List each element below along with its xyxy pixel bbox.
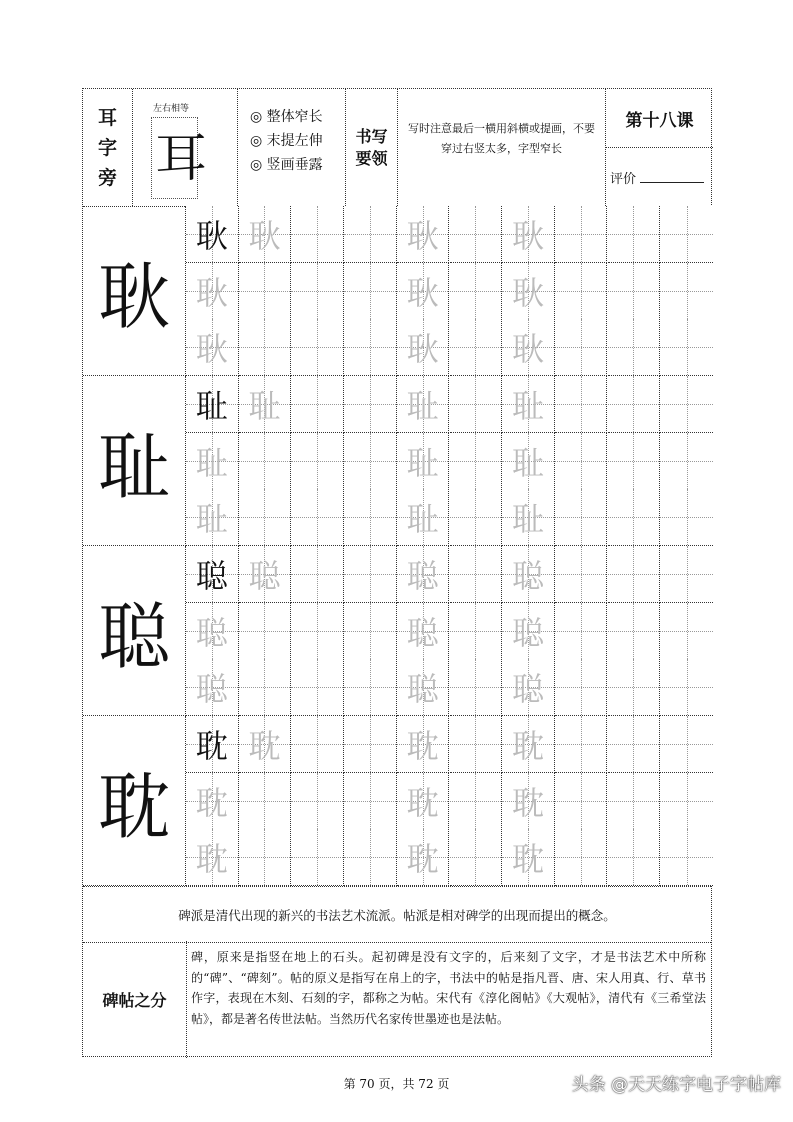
practice-cell[interactable]: [555, 829, 608, 886]
sample-character: 耽: [195, 727, 228, 765]
practice-cell[interactable]: [344, 433, 397, 490]
practice-cell[interactable]: [660, 659, 713, 716]
note-text: 碑派是清代出现的新兴的书法艺术流派。帖派是相对碑学的出现而提出的概念。: [83, 886, 711, 943]
trace-character: 聪: [511, 613, 544, 652]
trace-character: 耽: [195, 840, 228, 879]
practice-cell[interactable]: [502, 546, 555, 603]
lesson-title: 第十八课: [606, 89, 713, 148]
section-body: 碑，原来是指竖在地上的石头。起初碑是没有文字的，后来刻了文字，才是书法艺术中所称的“碑”、“碑刻”。帖的原义是指写在帛上的字，书法中的帖是指凡晋、唐、宋人用真、行、草书作字，表现在木刻、石刻的字，都称之为帖。宋代有《淳化阁帖》《大观帖》，清代有《三希堂法帖》，都是著名传世法帖。当然历代名家传世墨迹也是法帖。: [191, 950, 706, 1026]
practice-cell[interactable]: [450, 829, 503, 886]
practice-cell[interactable]: [502, 603, 555, 660]
practice-cell[interactable]: [397, 829, 450, 886]
practice-cell[interactable]: [608, 376, 661, 433]
practice-cell[interactable]: [291, 206, 344, 263]
practice-cell[interactable]: [397, 773, 450, 830]
practice-cell[interactable]: [186, 433, 239, 490]
info-section: [83, 941, 711, 1058]
tip: ◎ 整体窄长: [250, 109, 323, 125]
practice-cell[interactable]: [450, 716, 503, 773]
practice-cell[interactable]: [450, 773, 503, 830]
practice-cell[interactable]: [555, 263, 608, 320]
practice-cell[interactable]: [608, 773, 661, 830]
practice-cell[interactable]: [502, 263, 555, 320]
practice-cell[interactable]: [397, 489, 450, 546]
practice-cell[interactable]: [450, 263, 503, 320]
practice-cell[interactable]: [608, 829, 661, 886]
watermark: 头条 @天天练字电子字帖库: [571, 1075, 781, 1095]
practice-cell[interactable]: [450, 603, 503, 660]
practice-cell[interactable]: [555, 546, 608, 603]
practice-cell[interactable]: [502, 433, 555, 490]
practice-cell[interactable]: [239, 319, 292, 376]
trace-character: 聪: [511, 670, 544, 709]
practice-cell[interactable]: [397, 206, 450, 263]
practice-cell[interactable]: [344, 716, 397, 773]
model-character: 聪: [83, 546, 186, 716]
trace-character: 耿: [511, 330, 544, 369]
trace-character: 聪: [195, 670, 228, 709]
key-points-heading: [346, 89, 398, 206]
practice-cell[interactable]: [608, 546, 661, 603]
trace-character: 耻: [511, 500, 544, 539]
practice-cell[interactable]: [239, 603, 292, 660]
practice-cell[interactable]: [344, 603, 397, 660]
practice-cell[interactable]: [239, 489, 292, 546]
practice-cell[interactable]: [608, 319, 661, 376]
trace-character: 耽: [511, 840, 544, 879]
trace-character: 耽: [406, 727, 439, 765]
tip: ◎ 末提左伸: [250, 133, 323, 149]
practice-cell[interactable]: [608, 659, 661, 716]
trace-character: 耿: [195, 273, 228, 312]
practice-cell[interactable]: [660, 603, 713, 660]
practice-cell[interactable]: [291, 376, 344, 433]
practice-cell[interactable]: [450, 206, 503, 263]
practice-cell[interactable]: [291, 263, 344, 320]
trace-character: 聪: [406, 613, 439, 652]
trace-character: 耿: [511, 217, 544, 255]
practice-cell[interactable]: [555, 433, 608, 490]
practice-cell[interactable]: [660, 376, 713, 433]
section-heading: 碑帖之分: [83, 941, 187, 1058]
practice-cell[interactable]: [239, 829, 292, 886]
practice-cell[interactable]: [450, 489, 503, 546]
trace-character: 耻: [406, 387, 439, 425]
practice-cell[interactable]: [555, 206, 608, 263]
practice-cell[interactable]: [660, 829, 713, 886]
practice-cell[interactable]: [397, 319, 450, 376]
trace-character: 耽: [406, 840, 439, 879]
trace-character: 耿: [511, 273, 544, 312]
practice-cell[interactable]: [660, 263, 713, 320]
practice-cell[interactable]: [397, 603, 450, 660]
practice-cell[interactable]: [660, 546, 713, 603]
page-number: 第 70 页，共 72 页: [343, 1077, 450, 1091]
practice-cell[interactable]: [291, 319, 344, 376]
practice-cell[interactable]: [186, 489, 239, 546]
heading-line: 要领: [355, 148, 388, 168]
model-character: 耿: [83, 206, 186, 376]
practice-cell[interactable]: [397, 263, 450, 320]
practice-cell[interactable]: [502, 376, 555, 433]
practice-cell[interactable]: [397, 376, 450, 433]
practice-cell[interactable]: [344, 659, 397, 716]
trace-character: 耽: [248, 727, 281, 765]
practice-cell[interactable]: [291, 489, 344, 546]
practice-cell[interactable]: [555, 716, 608, 773]
practice-cell[interactable]: [502, 716, 555, 773]
practice-cell[interactable]: [186, 716, 239, 773]
practice-cell[interactable]: [502, 829, 555, 886]
practice-cell[interactable]: [608, 489, 661, 546]
practice-cell[interactable]: [555, 319, 608, 376]
sample-character: 耿: [195, 217, 228, 255]
practice-cell[interactable]: [239, 376, 292, 433]
practice-cell[interactable]: [186, 773, 239, 830]
practice-cell[interactable]: [291, 829, 344, 886]
trace-character: 耻: [406, 443, 439, 482]
practice-cell[interactable]: [608, 263, 661, 320]
practice-cell[interactable]: [450, 433, 503, 490]
radical-char: 旁: [97, 166, 117, 189]
practice-cell[interactable]: [397, 659, 450, 716]
practice-cell[interactable]: [239, 773, 292, 830]
trace-character: 聪: [248, 557, 281, 595]
trace-character: 耻: [248, 387, 281, 425]
trace-character: 耽: [195, 783, 228, 822]
practice-cell[interactable]: [186, 659, 239, 716]
practice-cell[interactable]: [502, 319, 555, 376]
practice-cell[interactable]: [186, 829, 239, 886]
trace-character: 耿: [406, 217, 439, 255]
trace-character: 聪: [195, 613, 228, 652]
tip: ◎ 竖画垂露: [250, 157, 323, 173]
practice-cell[interactable]: [186, 376, 239, 433]
practice-cell[interactable]: [660, 716, 713, 773]
practice-cell[interactable]: [660, 206, 713, 263]
practice-cell[interactable]: [291, 603, 344, 660]
practice-cell[interactable]: [502, 206, 555, 263]
model-character: 耽: [83, 716, 186, 886]
practice-cell[interactable]: [608, 716, 661, 773]
practice-cell[interactable]: [239, 546, 292, 603]
trace-character: 耿: [406, 273, 439, 312]
sample-character: 聪: [195, 557, 228, 595]
trace-character: 聪: [406, 670, 439, 709]
practice-cell[interactable]: [344, 206, 397, 263]
trace-character: 耿: [195, 330, 228, 369]
evaluation-label: 评价: [610, 172, 637, 187]
demo-label: 左右相等: [153, 104, 190, 114]
radical-char: 耳: [97, 106, 117, 129]
header-row: [83, 89, 711, 207]
trace-character: 耻: [406, 500, 439, 539]
trace-character: 耻: [511, 387, 544, 425]
radical-demo: [133, 89, 238, 206]
demo-char: 耳: [155, 129, 208, 189]
evaluation: [606, 148, 713, 187]
practice-cell[interactable]: [660, 773, 713, 830]
practice-cell[interactable]: [344, 376, 397, 433]
practice-cell[interactable]: [502, 773, 555, 830]
practice-cell[interactable]: [344, 489, 397, 546]
practice-cell[interactable]: [291, 716, 344, 773]
practice-cell[interactable]: [397, 546, 450, 603]
practice-cell[interactable]: [291, 773, 344, 830]
practice-cell[interactable]: [344, 773, 397, 830]
practice-cell[interactable]: [555, 489, 608, 546]
trace-character: 耽: [511, 783, 544, 822]
practice-cell[interactable]: [608, 433, 661, 490]
practice-cell[interactable]: [660, 433, 713, 490]
practice-cell[interactable]: [608, 603, 661, 660]
practice-cell[interactable]: [502, 489, 555, 546]
practice-cell[interactable]: [608, 206, 661, 263]
practice-cell[interactable]: [239, 206, 292, 263]
practice-cell[interactable]: [555, 659, 608, 716]
practice-cell[interactable]: [344, 319, 397, 376]
practice-cell[interactable]: [186, 603, 239, 660]
practice-cell[interactable]: [291, 546, 344, 603]
practice-cell[interactable]: [555, 603, 608, 660]
practice-cell[interactable]: [186, 319, 239, 376]
practice-cell[interactable]: [660, 319, 713, 376]
practice-cell[interactable]: [450, 546, 503, 603]
trace-character: 耿: [248, 217, 281, 255]
practice-cell[interactable]: [450, 376, 503, 433]
writing-tips: [238, 89, 346, 206]
lesson-box: [606, 89, 713, 206]
heading-line: 书写: [355, 126, 388, 146]
practice-cell[interactable]: [239, 659, 292, 716]
practice-cell[interactable]: [502, 659, 555, 716]
practice-cell[interactable]: [555, 376, 608, 433]
practice-cell[interactable]: [450, 659, 503, 716]
practice-cell[interactable]: [397, 433, 450, 490]
evaluation-blank[interactable]: [640, 182, 704, 183]
practice-cell[interactable]: [344, 263, 397, 320]
practice-cell[interactable]: [450, 319, 503, 376]
practice-cell[interactable]: [344, 829, 397, 886]
practice-cell[interactable]: [555, 773, 608, 830]
trace-character: 耿: [406, 330, 439, 369]
practice-cell[interactable]: [239, 716, 292, 773]
practice-sheet: [82, 88, 712, 1057]
radical-title: [83, 89, 133, 206]
sample-character: 耻: [195, 387, 228, 425]
practice-cell[interactable]: [186, 546, 239, 603]
trace-character: 聪: [406, 557, 439, 595]
model-character: 耻: [83, 376, 186, 546]
practice-cell[interactable]: [344, 546, 397, 603]
key-points-text: 写时注意最后一横用斜横或提画，不要穿过右竖太多，字型窄长: [398, 89, 606, 206]
practice-cell[interactable]: [186, 263, 239, 320]
trace-character: 耽: [511, 727, 544, 765]
trace-character: 耻: [195, 500, 228, 539]
trace-character: 耻: [195, 443, 228, 482]
trace-character: 耽: [406, 783, 439, 822]
radical-char: 字: [97, 136, 117, 159]
practice-cell[interactable]: [239, 263, 292, 320]
practice-cell[interactable]: [291, 659, 344, 716]
trace-character: 聪: [511, 557, 544, 595]
practice-cell[interactable]: [239, 433, 292, 490]
practice-cell[interactable]: [397, 716, 450, 773]
practice-cell[interactable]: [660, 489, 713, 546]
trace-character: 耻: [511, 443, 544, 482]
practice-cell[interactable]: [291, 433, 344, 490]
practice-cell[interactable]: [186, 206, 239, 263]
